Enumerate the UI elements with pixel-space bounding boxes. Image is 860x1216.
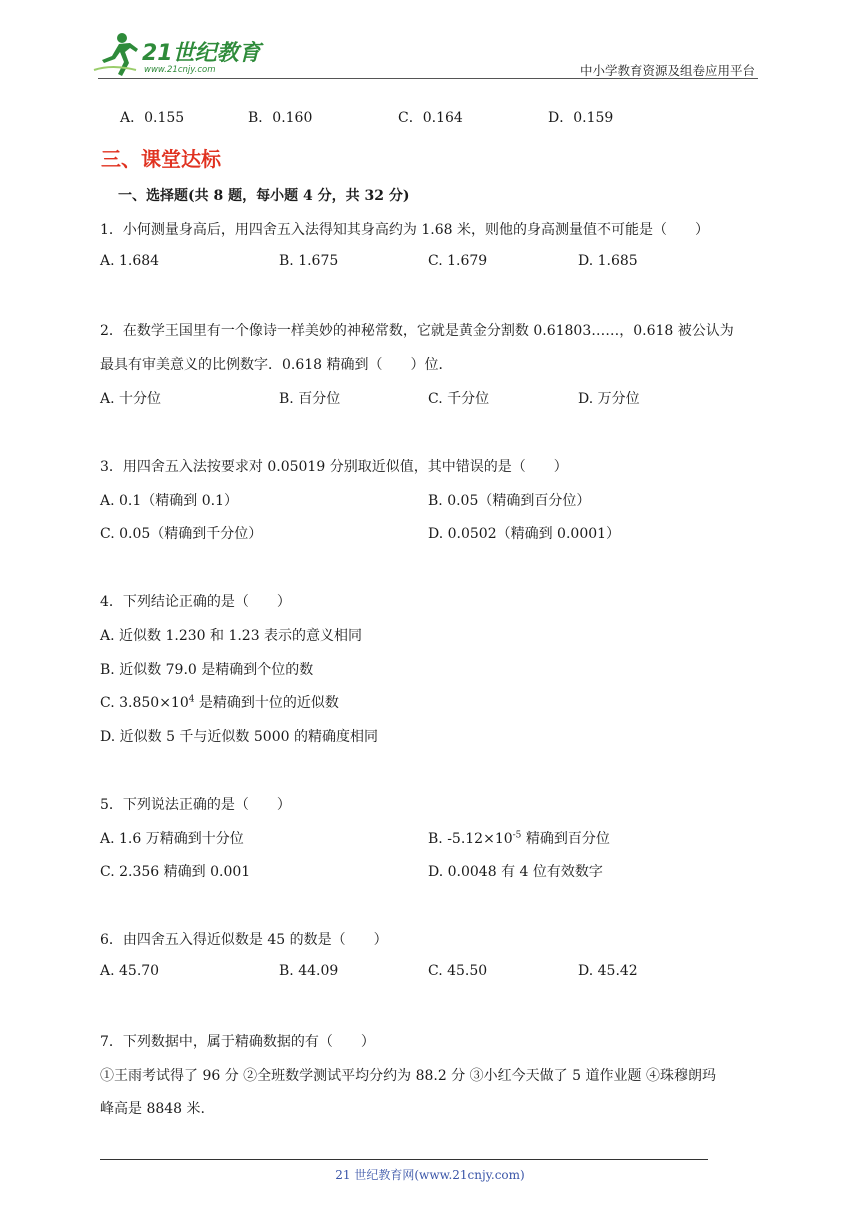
question-6-stem: 6．由四舍五入得近似数是 45 的数是（ ） — [100, 932, 388, 948]
question-5-option-a: A. 1.6 万精确到十分位 — [100, 831, 244, 847]
question-5-stem: 5．下列说法正确的是（ ） — [100, 797, 291, 813]
question-2-stem-line2: 最具有审美意义的比例数字．0.618 精确到（ ）位． — [100, 357, 453, 373]
question-3-option-c: C. 0.05（精确到千分位） — [100, 526, 263, 542]
question-5-option-b-rest: 精确到百分位 — [521, 831, 610, 847]
question-6-option-c: C. 45.50 — [428, 963, 488, 979]
question-4-option-c — [100, 692, 339, 712]
question-1-option-b: B. 1.675 — [279, 253, 339, 269]
logo-text: 21世纪教育 — [142, 41, 261, 66]
site-logo — [92, 30, 262, 82]
question-7-items-line1: ①王雨考试得了 96 分 ②全班数学测试平均分约为 88.2 分 ③小红今天做了 5 道作业题 ④珠穆朗玛 — [100, 1068, 716, 1084]
question-1-option-d: D. 1.685 — [578, 253, 638, 269]
question-3-option-a: A. 0.1（精确到 0.1） — [100, 493, 238, 509]
question-4-option-c-exponent: 4 — [188, 694, 195, 705]
question-7-stem: 7．下列数据中，属于精确数据的有（ ） — [100, 1034, 375, 1050]
question-4-stem: 4．下列结论正确的是（ ） — [100, 594, 291, 610]
question-2-option-d: D. 万分位 — [578, 391, 640, 407]
question-5-option-d: D. 0.0048 有 4 位有效数字 — [428, 864, 603, 880]
prev-option-c: C．0.164 — [398, 110, 463, 126]
logo-url: www.21cnjy.com — [144, 65, 216, 75]
question-7-items-line2: 峰高是 8848 米. — [100, 1101, 205, 1117]
question-1-option-a: A. 1.684 — [100, 253, 160, 269]
prev-option-a: A．0.155 — [120, 110, 185, 126]
question-3-stem: 3．用四舍五入法按要求对 0.05019 分别取近似值，其中错误的是（ ） — [100, 459, 568, 475]
prev-option-b: B．0.160 — [248, 110, 313, 126]
question-2-option-c: C. 千分位 — [428, 391, 490, 407]
question-4-option-c-rest: 是精确到十位的近似数 — [194, 695, 339, 711]
question-5-option-b-base: B. -5.12×10 — [428, 831, 513, 847]
prev-option-d: D．0.159 — [548, 110, 614, 126]
question-6-option-a: A. 45.70 — [100, 963, 160, 979]
header-divider — [98, 78, 758, 79]
question-4-option-a: A. 近似数 1.230 和 1.23 表示的意义相同 — [100, 628, 363, 644]
section-subtitle: 一、选择题(共 8 题，每小题 4 分，共 32 分) — [118, 188, 410, 204]
question-3-option-d: D. 0.0502（精确到 0.0001） — [428, 526, 621, 542]
question-2-stem-line1: 2．在数学王国里有一个像诗一样美妙的神秘常数，它就是黄金分割数 0.61803……，0.618 被公认为 — [100, 323, 734, 339]
question-4-option-b: B. 近似数 79.0 是精确到个位的数 — [100, 662, 314, 678]
footer-text: 21 世纪教育网(www.21cnjy.com) — [335, 1168, 525, 1182]
footer-divider — [100, 1159, 708, 1160]
question-5-option-b-exponent: -5 — [512, 830, 522, 841]
running-figure-icon — [92, 30, 142, 78]
question-3-option-b: B. 0.05（精确到百分位） — [428, 493, 591, 509]
question-6-option-d: D. 45.42 — [578, 963, 638, 979]
question-4-option-c-base: C. 3.850×10 — [100, 695, 189, 711]
section-title: 三、课堂达标 — [101, 147, 221, 171]
question-5-option-b — [428, 828, 610, 848]
question-2-option-b: B. 百分位 — [279, 391, 341, 407]
question-6-option-b: B. 44.09 — [279, 963, 339, 979]
question-4-option-d: D. 近似数 5 千与近似数 5000 的精确度相同 — [100, 729, 378, 745]
question-2-option-a: A. 十分位 — [100, 391, 162, 407]
question-1-option-c: C. 1.679 — [428, 253, 488, 269]
platform-label: 中小学教育资源及组卷应用平台 — [579, 63, 755, 78]
question-1-stem: 1．小何测量身高后，用四舍五入法得知其身高约为 1.68 米，则他的身高测量值不可能是（ ） — [100, 222, 709, 238]
question-5-option-c: C. 2.356 精确到 0.001 — [100, 864, 251, 880]
